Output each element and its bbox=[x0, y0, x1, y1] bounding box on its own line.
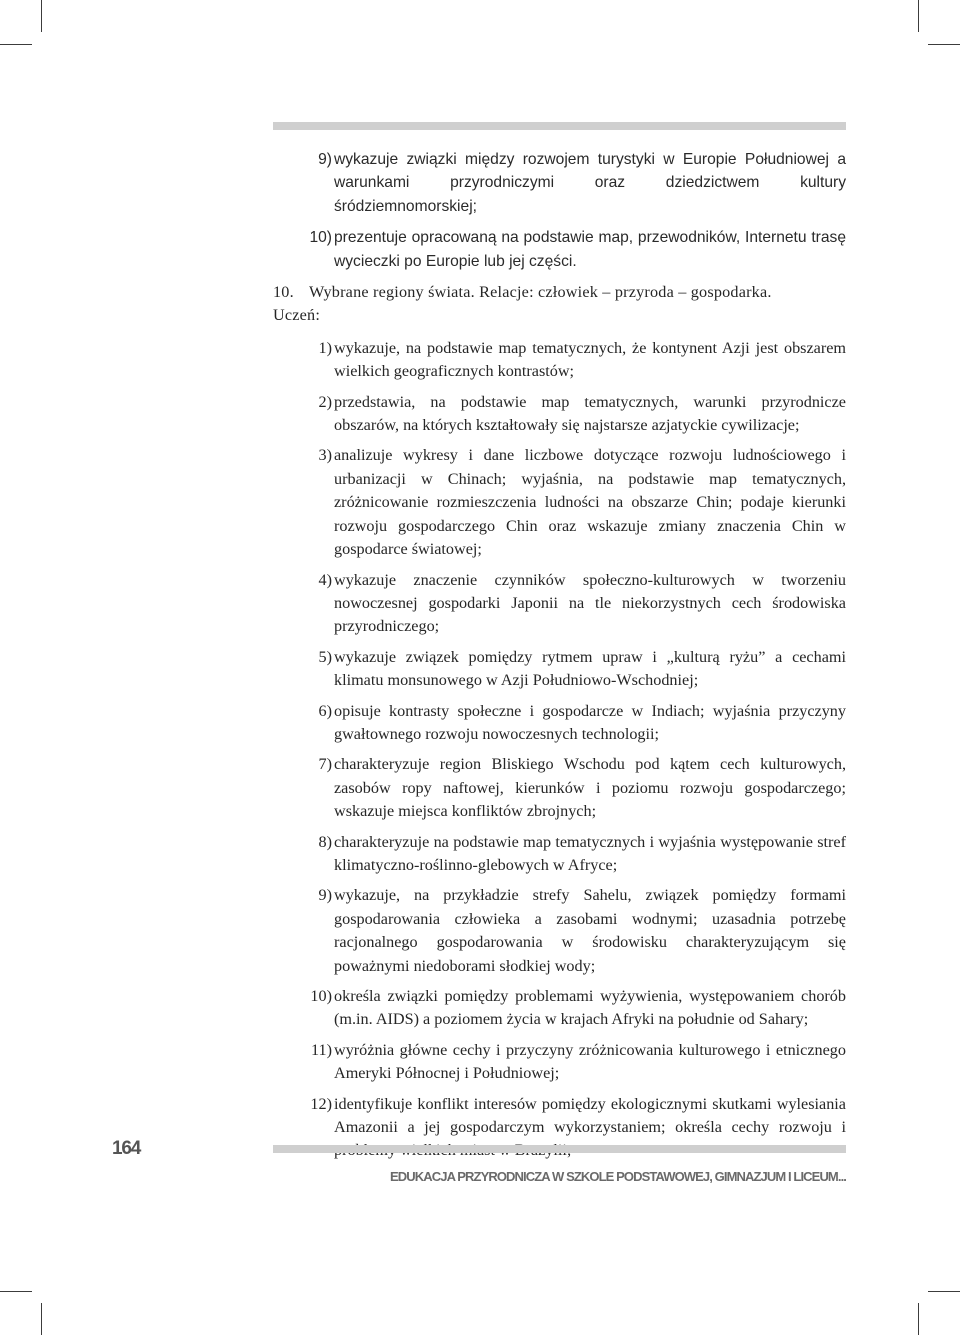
crop-mark-top-left bbox=[41, 0, 42, 32]
header-rule bbox=[273, 122, 846, 130]
item-number: 1) bbox=[318, 338, 332, 357]
item-number: 4) bbox=[318, 570, 332, 589]
item-number: 3) bbox=[318, 446, 332, 465]
list-item bbox=[273, 700, 846, 747]
item-number: 9) bbox=[318, 151, 332, 168]
crop-mark-bottom-right bbox=[918, 1303, 919, 1335]
item-text: identyfikuje konflikt interesów pomiędzy ekologicznymi skutkami wylesiania Amazonii a jej gospodarczym wykorzystaniem; określa cechy rozwoju i bbox=[334, 1094, 846, 1137]
student-label: Uczeń: bbox=[273, 306, 321, 325]
item-number: 8) bbox=[318, 832, 332, 851]
item-text: wykazuje związek pomiędzy rytmem upraw i „kulturą ryżu” a cechami klimatu monsunowego w Azji Południowo-Wschodniej; bbox=[334, 647, 846, 690]
item-text: prezentuje opracowaną na podstawie map, przewodników, Internetu trasę wycieczki po Europie lub jej części. bbox=[334, 229, 846, 270]
list-item bbox=[273, 985, 846, 1032]
crop-mark-bottom-left bbox=[0, 1291, 32, 1292]
list-item bbox=[273, 569, 846, 639]
list-item bbox=[273, 337, 846, 384]
item-text: wykazuje znaczenie czynników społeczno-kulturowych w tworzeniu nowoczesnej gospodarki Japonii na tle niekorzystnych cech środowiska przyrodniczego; bbox=[334, 570, 846, 636]
item-number: 11) bbox=[311, 1040, 332, 1059]
item-text: charakteryzuje na podstawie map tematycznych i wyjaśnia występowanie stref klimatyczno-roślinno-glebowych w Afryce; bbox=[334, 832, 846, 874]
item-number: 6) bbox=[318, 701, 332, 720]
crop-mark-bottom-left bbox=[41, 1303, 42, 1335]
list-item bbox=[273, 444, 846, 561]
section-heading bbox=[273, 281, 846, 328]
crop-mark-top-left bbox=[0, 44, 32, 45]
footer-rule bbox=[273, 1145, 846, 1153]
item-text: wyróżnia główne cechy i przyczyny zróżnicowania kulturowego i etnicznego Ameryki Północnej i Południowej; bbox=[334, 1040, 846, 1083]
list-item bbox=[273, 884, 846, 978]
page-number: 164 bbox=[112, 1138, 141, 1159]
item-number: 10) bbox=[310, 987, 332, 1005]
item-text: określa związki pomiędzy problemami wyżywienia, występowaniem chorób (m.in. AIDS) a poziomem życia w krajach Afryki na południe od Sahary; bbox=[334, 987, 846, 1029]
section-number: 10. bbox=[273, 283, 294, 302]
item-text: opisuje kontrasty społeczne i gospodarcze w Indiach; wyjaśnia przyczyny gwałtownego rozwoju nowoczesnych technologii; bbox=[334, 701, 846, 743]
item-number: 2) bbox=[318, 392, 332, 411]
list-item bbox=[273, 1039, 846, 1086]
intro-list bbox=[273, 148, 846, 273]
section-title: Wybrane regiony świata. Relacje: człowiek – przyroda – gospodarka. bbox=[309, 283, 772, 302]
item-number: 9) bbox=[318, 886, 332, 905]
crop-mark-top-right bbox=[928, 44, 960, 45]
item-text: charakteryzuje region Bliskiego Wschodu pod kątem cech kulturowych, zasobów ropy naftowej, kierunków i poziomu rozwoju gospodarczego; wskazuje miejsca konfliktów zbrojnych; bbox=[334, 755, 846, 821]
list-item bbox=[273, 831, 846, 878]
crop-mark-bottom-right bbox=[928, 1291, 960, 1292]
list-item bbox=[273, 148, 846, 218]
list-item bbox=[273, 226, 846, 273]
item-text: wykazuje, na podstawie map tematycznych, że kontynent Azji jest obszarem wielkich geograficznych kontrastów; bbox=[334, 338, 846, 381]
list-item bbox=[273, 646, 846, 693]
item-number: 5) bbox=[318, 647, 332, 666]
objectives-list bbox=[273, 337, 846, 1163]
item-text: wykazuje, na przykładzie strefy Sahelu, związek pomiędzy formami gospodarowania człowieka a zasobami wodnymi; uzasadnia potrzebę racjonalnego gospodarowania w środowisku charakteryzującym się poważnymi niedoborami słodkiej wody; bbox=[334, 886, 846, 975]
list-item bbox=[273, 753, 846, 823]
list-item bbox=[273, 391, 846, 438]
item-number: 12) bbox=[310, 1094, 332, 1113]
item-number: 10) bbox=[309, 229, 332, 247]
item-text: wykazuje związki między rozwojem turystyki w Europie Południowej a warunkami przyrodniczymi oraz dziedzictwem kultury śródziemnomorskiej; bbox=[334, 151, 846, 215]
item-text: przedstawia, na podstawie map tematycznych, warunki przyrodnicze obszarów, na których kształtowały się najstarsze azjatyckie cywilizacje; bbox=[334, 392, 846, 435]
item-number: 7) bbox=[318, 755, 332, 774]
item-text: analizuje wykresy i dane liczbowe dotyczące rozwoju ludnościowego i urbanizacji w Chinach; wyjaśnia, na podstawie map tematycznych, zróżnicowanie rozmieszczenia ludności na obszarze Chin; podaje kierunki rozwoju gospodarczego Chin oraz wskazuje zmiany znaczenia Chin w gospodarce światowej; bbox=[334, 446, 846, 559]
footer-title: EDUKACJA PRZYRODNICZA W SZKOLE PODSTAWOWEJ, GIMNAZJUM I LICEUM... bbox=[390, 1169, 846, 1184]
page-content bbox=[273, 148, 846, 1170]
crop-mark-top-right bbox=[918, 0, 919, 32]
